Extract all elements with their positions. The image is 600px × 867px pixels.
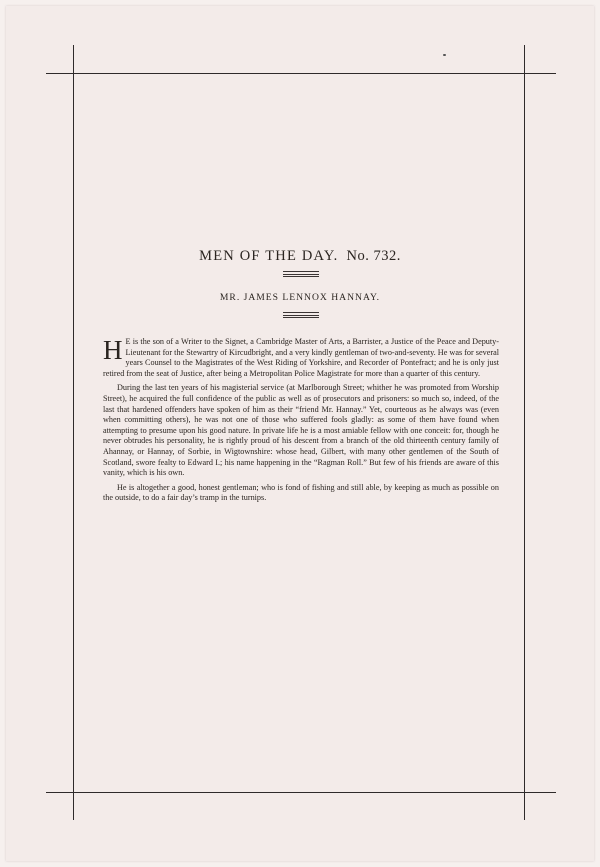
frame-rule-top <box>46 73 556 74</box>
frame-rule-left <box>73 45 74 820</box>
title-text: MEN OF THE DAY. <box>199 248 339 264</box>
article-body <box>103 337 499 508</box>
paragraph-1 <box>103 337 499 379</box>
ink-speck <box>443 54 446 56</box>
frame-rule-right <box>524 45 525 820</box>
paragraph-1-text: E is the son of a Writer to the Signet, a Cambridge Master of Arts, a Barrister, a Justice of the Peace and Deputy-Lieutenant for the Stewartry of Kircudbright, and a very kindly gentleman of two-and-seventy. He was for several years Counsel to the Magistrates of the West Riding of Yorkshire, and Recorder of Pontefract; and he is only just retired from the seat of Justice, after being a Metropolitan Police Magistrate for more than a quarter of this century. <box>103 337 499 378</box>
paragraph-3: He is altogether a good, honest gentleman; who is fond of fishing and still able, by keeping as much as possible on the outside, to do a fair day’s tramp in the turnips. <box>103 482 499 503</box>
frame-rule-bottom <box>46 792 556 793</box>
subject-name: MR. JAMES LENNOX HANNAY. <box>219 292 381 303</box>
issue-number: No. 732. <box>346 248 401 264</box>
title-ornament-rule <box>283 271 319 279</box>
drop-cap: H <box>103 335 123 365</box>
page-title <box>0 248 600 265</box>
paragraph-2: During the last ten years of his magisterial service (at Marlborough Street; whither he was promoted from Worship Street), he acquired the full confidence of the public as well as of prosecutors and prisoners: so much so, indeed, of the last that hardened offenders have spoken of him as their “friend Mr. Hannay.” Yet, courteous as he always was (even when committing others), he was not one of those who suffered fools gladly: as some of them have found when attempting to presume upon his good nature. In private life he is a most amiable fellow with one conceit: for, though he never obtrudes his personality, he is rightly proud of his descent from a branch of the old thirteenth century family of Ahannay, or Hannay, of Sorbie, in Wigtownshire: whose head, Gilbert, with many other gentlemen of the South of Scotland, swore fealty to Edward I.; his name happening in the “Ragman Roll.” But few of his friends are aware of this vanity, which is his own. <box>103 383 499 478</box>
subtitle-ornament-rule <box>283 312 319 320</box>
